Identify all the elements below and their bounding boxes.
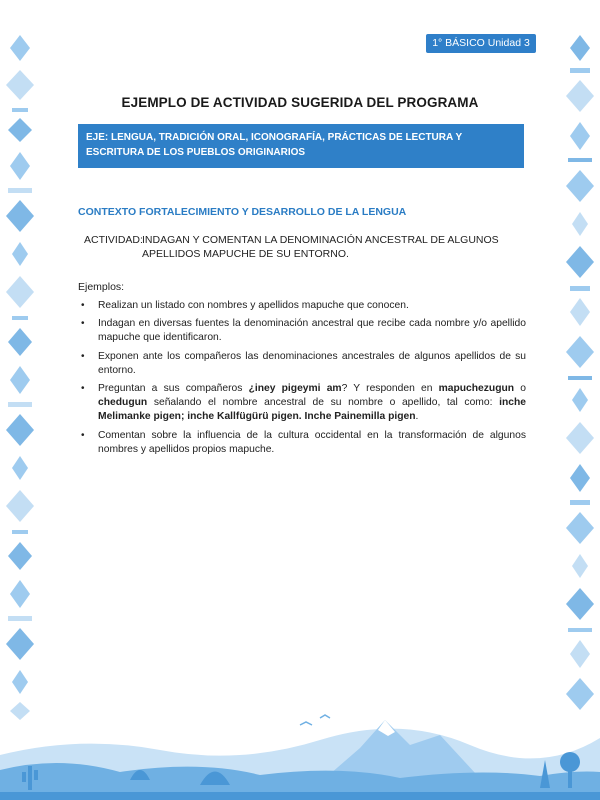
- bullet-icon: •: [81, 429, 85, 441]
- landscape-illustration: [0, 700, 600, 800]
- activity-label: ACTIVIDAD:: [84, 234, 143, 246]
- list-item-text: Realizan un listado con nombres y apellidos mapuche que conocen.: [98, 300, 409, 311]
- bold-segment: chedugun: [98, 397, 148, 409]
- activity-text: INDAGAN Y COMENTAN LA DENOMINACIÓN ANCESTRAL DE ALGUNOS APELLIDOS MAPUCHE DE SU ENTORNO.: [142, 234, 499, 260]
- list-item-text: Indagan en diversas fuentes la denominación ancestral que recibe cada nombre y/o apellido mapuche que identificaron.: [98, 318, 526, 344]
- context-heading: CONTEXTO FORTALECIMIENTO Y DESARROLLO DE LA LENGUA: [78, 206, 407, 218]
- list-item: [78, 350, 526, 378]
- bullet-icon: •: [81, 318, 85, 330]
- bullet-icon: •: [81, 300, 85, 311]
- axis-text: EJE: LENGUA, TRADICIÓN ORAL, ICONOGRAFÍA, PRÁCTICAS DE LECTURA Y ESCRITURA DE LOS PUEBLOS ORIGINARIOS: [86, 132, 462, 158]
- text-segment: señalando el nombre ancestral de su nombre o apellido, tal como:: [147, 397, 500, 409]
- bold-segment: ¿iney pigeymi am: [248, 383, 342, 395]
- examples-list: [78, 299, 526, 461]
- bullet-icon: •: [81, 350, 85, 362]
- examples-label: Ejemplos:: [78, 281, 125, 293]
- list-item: [78, 429, 526, 457]
- list-item: [78, 299, 526, 313]
- decorative-border-left: [0, 30, 40, 720]
- list-item: [78, 382, 526, 425]
- text-segment: o: [514, 383, 526, 395]
- list-item-text: Exponen ante los compañeros las denominaciones ancestrales de algunos apellidos de su entorno.: [98, 350, 526, 376]
- axis-banner: [78, 124, 524, 168]
- text-segment: Preguntan a sus compañeros: [98, 383, 249, 395]
- text-segment: ? Y responden en: [341, 383, 439, 395]
- page-title: EJEMPLO DE ACTIVIDAD SUGERIDA DEL PROGRAMA: [121, 95, 479, 110]
- decorative-border-right: [560, 30, 600, 720]
- text-segment: .: [415, 411, 419, 423]
- activity-statement: [84, 233, 546, 261]
- bold-segment: mapuchezugun: [438, 383, 515, 395]
- list-item: [78, 317, 526, 345]
- grade-unit-badge: 1° BÁSICO Unidad 3: [426, 34, 536, 53]
- bold-segment: inche Melimanke pigen; inche Kallfügürü pigen. Inche Painemilla pigen: [98, 397, 526, 423]
- bullet-icon: •: [81, 383, 85, 395]
- list-item-text: Comentan sobre la influencia de la cultura occidental en la transformación de algunos nombres y apellidos propios mapuche.: [98, 429, 526, 455]
- list-item-text: [98, 383, 526, 422]
